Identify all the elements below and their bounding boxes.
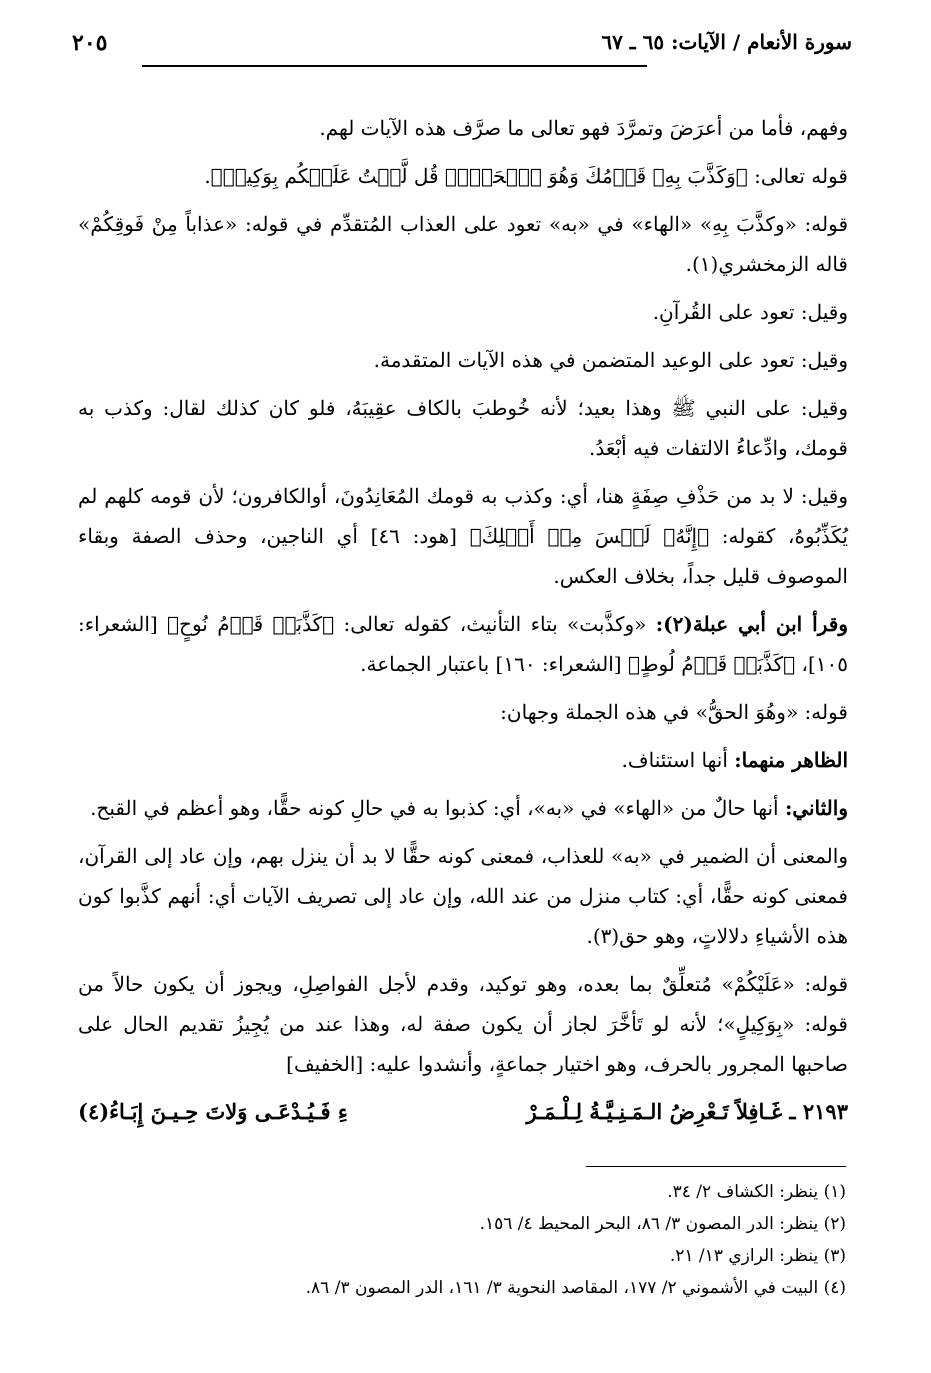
verse-number: ٢١٩٣ ـ bbox=[789, 1099, 848, 1124]
footnote: (٤) البيت في الأشموني ٢/ ١٧٧، المقاصد النحوية ٣/ ١٦١، الدر المصون ٣/ ٨٦. bbox=[305, 1278, 846, 1298]
page-number: ٢٠٥ bbox=[72, 30, 108, 56]
paragraph: وقيل: تعود على القُرآنِ. bbox=[652, 300, 848, 324]
paragraph bbox=[78, 740, 848, 780]
paragraph: وقيل: تعود على الوعيد المتضمن في هذه الآيات المتقدمة. bbox=[373, 348, 848, 372]
header-divider bbox=[142, 65, 647, 67]
paragraph-body: أنها حالٌ من «الهاء» في «به»، أي: كذبوا به في حالِ كونه حقًّا، وهو أعظم في القبح. bbox=[90, 796, 785, 820]
paragraph: قوله: «وهُوَ الحقُّ» في هذه الجملة وجهان: bbox=[500, 700, 848, 724]
paragraph-lead: والثاني: bbox=[784, 796, 848, 820]
paragraph: وقيل: على النبي ﷺ وهذا بعيد؛ لأنه خُوطبَ بالكاف عقِيبَهُ، فلو كان كذلك لقال: وكذب به قومك، وادِّعاءُ الالتفات فيه أبْعَدُ. bbox=[78, 396, 848, 460]
paragraph bbox=[78, 604, 848, 684]
footnotes bbox=[86, 1176, 846, 1304]
paragraph: قوله: «وكذَّبَ بِهِ» «الهاء» في «به» تعود على العذاب المُتقدِّم في قوله: «عذاباً مِنْ فَوقِكُمْ» قاله الزمخشري(١). bbox=[78, 212, 848, 276]
main-text bbox=[78, 108, 848, 1132]
paragraph: قوله تعالى: ﴿وَكَذَّبَ بِهِۦ قَوۡمُكَ وَهُوَ ٱلۡحَقُّۚ قُل لَّسۡتُ عَلَيۡكُم بِوَكِيلٖ﴾. bbox=[204, 164, 848, 188]
paragraph: قوله: «عَلَيْكُمْ» مُتعلِّقٌ بما بعده، وهو توكيد، وقدم لأجل الفواصِلِ، ويجوز أن يكون حالاً من قوله: «بِوَكِيلٍ»؛ لأنه لو تَأخَّرَ لجاز أن يكون صفة له، وهذا عند من يُجِيزُ تقديم الحال على صاحبها المجرور بالحرف، وهو اختيار جماعةٍ، وأنشدوا عليه: [الخفيف] bbox=[78, 972, 848, 1076]
paragraph-body: أنها استئناف. bbox=[621, 748, 735, 772]
paragraph-body: «وكذَّبت» بتاء التأنيث، كقوله تعالى: ﴿كَذَّبَتۡ قَوۡمُ نُوحٍ﴾ [الشعراء: ١٠٥]، ﴿كَذَّبَتۡ قَوۡمُ لُوطٍ﴾ [الشعراء: ١٦٠] باعتبار الجماعة. bbox=[78, 612, 848, 676]
poetry-verse bbox=[78, 1092, 848, 1132]
footnote: (٣) ينظر: الرازي ١٣/ ٢١. bbox=[669, 1246, 846, 1266]
verse-second-hemistich: ءِ فَـيُـدْعَـى وَلاتَ حِـيـنَ إِبَـاءُ(٤) bbox=[78, 1099, 348, 1124]
paragraph: وفهم، فأما من أعرَضَ وتمرَّدَ فهو تعالى ما صرَّف هذه الآيات لهم. bbox=[319, 116, 848, 140]
page-header bbox=[72, 30, 852, 70]
footnote: (٢) ينظر: الدر المصون ٣/ ٨٦، البحر المحيط ٤/ ١٥٦. bbox=[479, 1214, 846, 1234]
paragraph-lead: وقرأ ابن أبي عبلة(٢): bbox=[655, 612, 848, 636]
verse-first-hemistich: غَـافِلاً تَـعْرِضُ الـمَـنِـيَّـةُ لِـلْـمَـرْ bbox=[526, 1099, 783, 1124]
paragraph-lead: الظاهر منهما: bbox=[734, 748, 848, 772]
verse-first-half bbox=[527, 1092, 849, 1132]
footnote: (١) ينظر: الكشاف ٢/ ٣٤. bbox=[667, 1182, 846, 1202]
running-title: سورة الأنعام / الآيات: ٦٥ ـ ٦٧ bbox=[601, 30, 852, 54]
paragraph: والمعنى أن الضمير في «به» للعذاب، فمعنى كونه حقًّا لا بد أن ينزل بهم، وإن عاد إلى القرآن، فمعنى كونه حقًّا، أي: كتاب منزل من عند الله، وإن عاد إلى تصريف الآيات أي: أنهم كذَّبوا كون هذه الأشياءِ دلالاتٍ، وهو حق(٣). bbox=[78, 844, 848, 948]
paragraph bbox=[78, 788, 848, 828]
footnote-divider bbox=[586, 1166, 846, 1167]
paragraph: وقيل: لا بد من حَذْفِ صِفَةٍ هنا، أي: وكذب به قومك المُعَانِدُونَ، أوالكافرون؛ لأن قومه كلهم لم يُكَذِّبُوهُ، كقوله: ﴿إِنَّهُۥ لَيۡسَ مِنۡ أَهۡلِكَ﴾ [هود: ٤٦] أي الناجين، وحذف الصفة وبقاء الموصوف قليل جداً، بخلاف العكس. bbox=[78, 484, 848, 588]
